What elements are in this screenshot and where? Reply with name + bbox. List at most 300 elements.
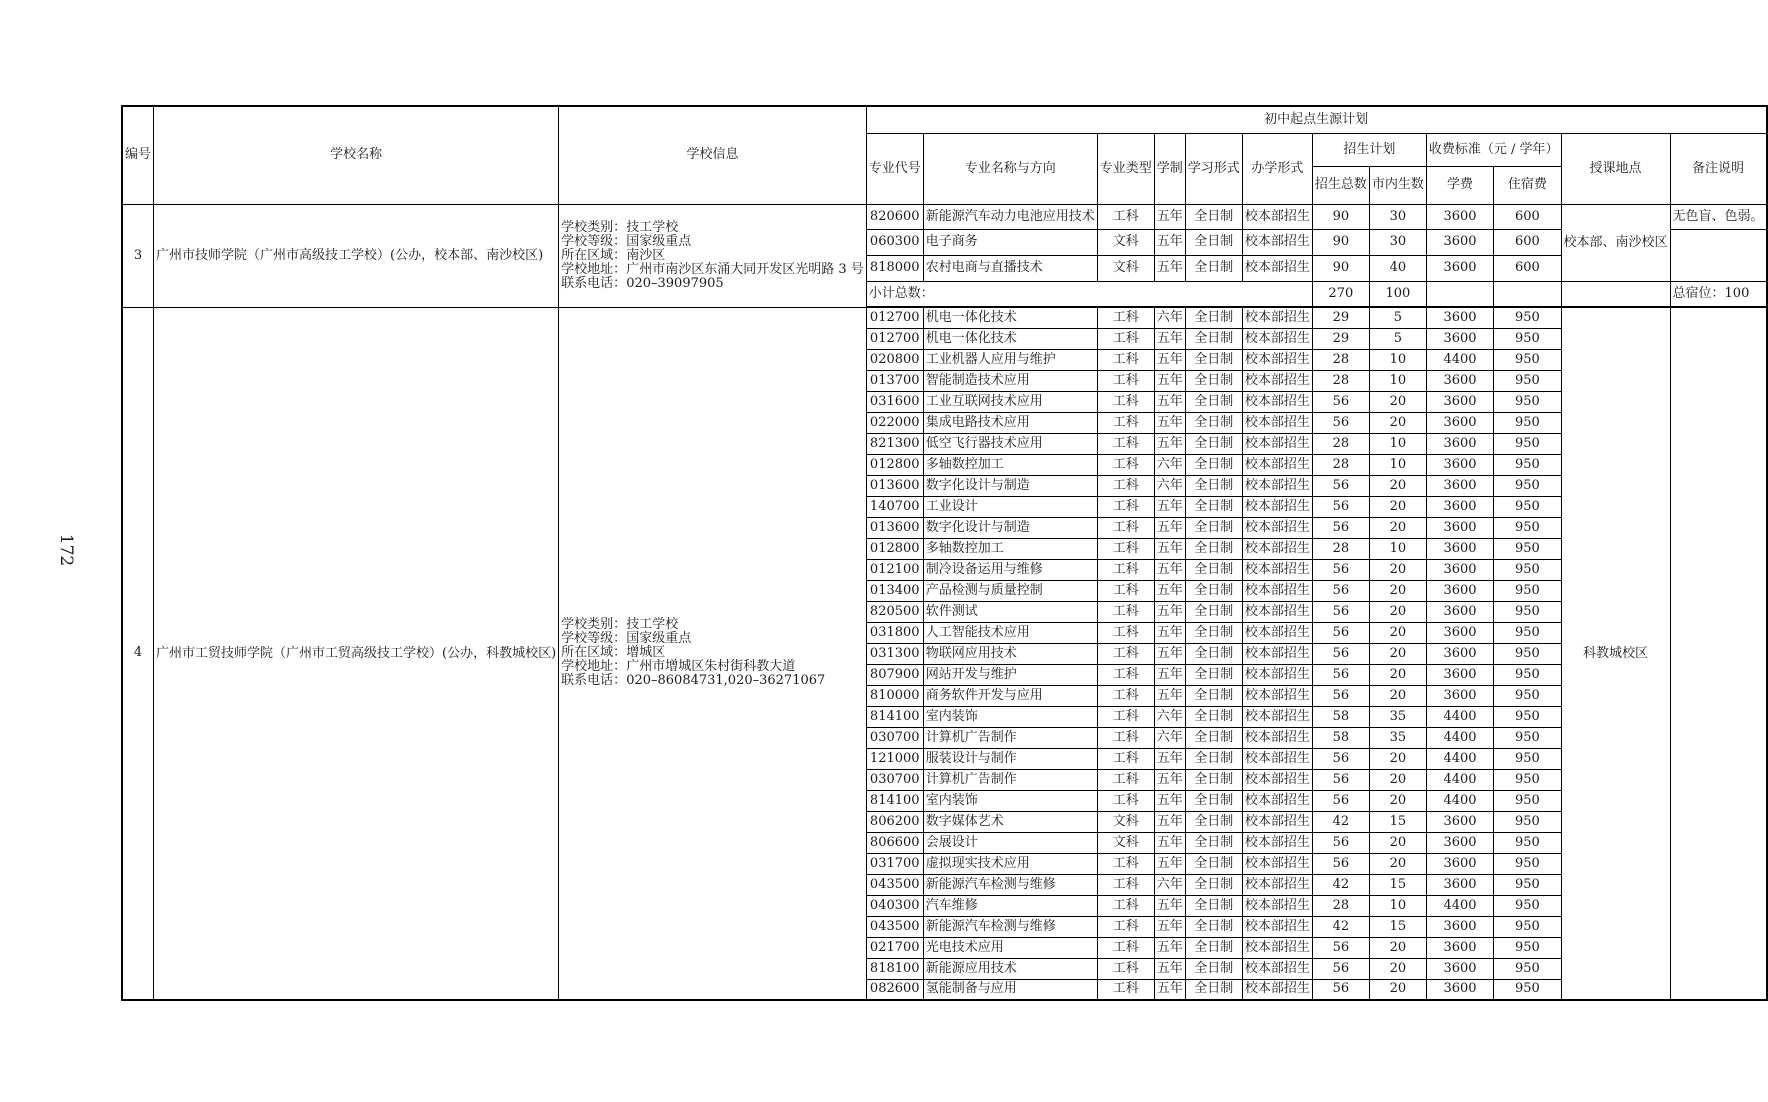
dorm-fee: 950 <box>1494 517 1561 538</box>
study-form: 全日制 <box>1185 412 1242 433</box>
enroll-total: 56 <box>1312 643 1369 664</box>
dorm-fee: 950 <box>1494 580 1561 601</box>
duration: 五年 <box>1154 496 1185 517</box>
dorm-fee: 950 <box>1494 328 1561 349</box>
enroll-total: 90 <box>1312 255 1369 281</box>
duration: 六年 <box>1154 454 1185 475</box>
header-run-form: 办学形式 <box>1242 133 1312 204</box>
enroll-city: 35 <box>1369 727 1426 748</box>
study-form: 全日制 <box>1185 229 1242 255</box>
major-name: 汽车维修 <box>923 895 1097 916</box>
study-form: 全日制 <box>1185 255 1242 281</box>
major-code: 012700 <box>866 328 923 349</box>
major-code: 021700 <box>866 937 923 958</box>
info-key: 学校地址： <box>561 261 627 277</box>
run-form: 校本部招生 <box>1242 979 1312 1000</box>
major-code: 012700 <box>866 307 923 328</box>
major-name: 工业机器人应用与维护 <box>923 349 1097 370</box>
run-form: 校本部招生 <box>1242 229 1312 255</box>
tuition: 3600 <box>1426 874 1493 895</box>
major-code: 031800 <box>866 622 923 643</box>
enroll-city: 10 <box>1369 538 1426 559</box>
enroll-total: 56 <box>1312 685 1369 706</box>
duration: 五年 <box>1154 622 1185 643</box>
school-4-info <box>559 307 867 1000</box>
tuition: 3600 <box>1426 454 1493 475</box>
dorm-fee: 950 <box>1494 370 1561 391</box>
duration: 五年 <box>1154 811 1185 832</box>
enroll-city: 15 <box>1369 811 1426 832</box>
major-type: 工科 <box>1097 979 1154 1000</box>
enroll-total: 42 <box>1312 874 1369 895</box>
enroll-city: 20 <box>1369 412 1426 433</box>
study-form: 全日制 <box>1185 580 1242 601</box>
major-type: 工科 <box>1097 307 1154 328</box>
major-name: 会展设计 <box>923 832 1097 853</box>
major-name: 新能源汽车动力电池应用技术 <box>923 204 1097 229</box>
header-fee-standard: 收费标准（元 / 学年） <box>1426 133 1561 166</box>
info-key: 联系电话： <box>561 275 627 291</box>
enroll-city: 30 <box>1369 229 1426 255</box>
school-info-line <box>561 674 864 688</box>
enroll-city: 20 <box>1369 748 1426 769</box>
enroll-total: 56 <box>1312 517 1369 538</box>
tuition: 3600 <box>1426 643 1493 664</box>
study-form: 全日制 <box>1185 874 1242 895</box>
major-code: 012800 <box>866 454 923 475</box>
major-code: 821300 <box>866 433 923 454</box>
major-code: 060300 <box>866 229 923 255</box>
study-form: 全日制 <box>1185 349 1242 370</box>
major-name: 新能源汽车检测与维修 <box>923 874 1097 895</box>
study-form: 全日制 <box>1185 517 1242 538</box>
tuition: 4400 <box>1426 769 1493 790</box>
tuition: 3600 <box>1426 559 1493 580</box>
subtotal-dorm-empty <box>1494 281 1561 307</box>
major-name: 机电一体化技术 <box>923 307 1097 328</box>
duration: 五年 <box>1154 748 1185 769</box>
study-form: 全日制 <box>1185 328 1242 349</box>
duration: 五年 <box>1154 937 1185 958</box>
info-key: 所在区域： <box>561 645 627 661</box>
info-key: 学校地址： <box>561 659 627 675</box>
enroll-total: 56 <box>1312 937 1369 958</box>
major-type: 工科 <box>1097 664 1154 685</box>
major-name: 数字媒体艺术 <box>923 811 1097 832</box>
study-form: 全日制 <box>1185 727 1242 748</box>
run-form: 校本部招生 <box>1242 874 1312 895</box>
info-key: 联系电话： <box>561 673 627 689</box>
run-form: 校本部招生 <box>1242 496 1312 517</box>
enroll-city: 5 <box>1369 307 1426 328</box>
enroll-total: 28 <box>1312 349 1369 370</box>
major-type: 工科 <box>1097 391 1154 412</box>
tuition: 3600 <box>1426 664 1493 685</box>
major-type: 工科 <box>1097 559 1154 580</box>
major-name: 产品检测与质量控制 <box>923 580 1097 601</box>
run-form: 校本部招生 <box>1242 832 1312 853</box>
tuition: 4400 <box>1426 748 1493 769</box>
subtotal-total: 270 <box>1312 281 1369 307</box>
major-code: 140700 <box>866 496 923 517</box>
info-value: 国家级重点 <box>626 233 692 249</box>
run-form: 校本部招生 <box>1242 412 1312 433</box>
duration: 五年 <box>1154 412 1185 433</box>
school-3-no: 3 <box>122 204 154 307</box>
enroll-city: 20 <box>1369 580 1426 601</box>
major-name: 多轴数控加工 <box>923 454 1097 475</box>
subtotal-city: 100 <box>1369 281 1426 307</box>
dorm-fee: 950 <box>1494 685 1561 706</box>
duration: 五年 <box>1154 391 1185 412</box>
major-code: 121000 <box>866 748 923 769</box>
run-form: 校本部招生 <box>1242 204 1312 229</box>
major-name: 虚拟现实技术应用 <box>923 853 1097 874</box>
enroll-city: 10 <box>1369 349 1426 370</box>
major-type: 工科 <box>1097 874 1154 895</box>
study-form: 全日制 <box>1185 643 1242 664</box>
header-school-name: 学校名称 <box>154 106 559 204</box>
enroll-total: 56 <box>1312 622 1369 643</box>
enroll-city: 35 <box>1369 706 1426 727</box>
dorm-fee: 950 <box>1494 454 1561 475</box>
study-form: 全日制 <box>1185 979 1242 1000</box>
enroll-total: 28 <box>1312 454 1369 475</box>
enroll-total: 56 <box>1312 580 1369 601</box>
study-form: 全日制 <box>1185 538 1242 559</box>
major-type: 工科 <box>1097 433 1154 454</box>
major-name: 数字化设计与制造 <box>923 517 1097 538</box>
run-form: 校本部招生 <box>1242 255 1312 281</box>
info-value: 技工学校 <box>626 219 679 235</box>
duration: 五年 <box>1154 958 1185 979</box>
dorm-fee: 950 <box>1494 496 1561 517</box>
dorm-fee: 950 <box>1494 538 1561 559</box>
major-type: 文科 <box>1097 811 1154 832</box>
enroll-total: 42 <box>1312 811 1369 832</box>
subtotal-location-empty <box>1561 281 1670 307</box>
major-name: 多轴数控加工 <box>923 538 1097 559</box>
duration: 五年 <box>1154 255 1185 281</box>
major-type: 工科 <box>1097 412 1154 433</box>
tuition: 3600 <box>1426 307 1493 328</box>
run-form: 校本部招生 <box>1242 706 1312 727</box>
major-code: 806600 <box>866 832 923 853</box>
major-type: 工科 <box>1097 748 1154 769</box>
tuition: 3600 <box>1426 255 1493 281</box>
run-form: 校本部招生 <box>1242 643 1312 664</box>
dorm-fee: 600 <box>1494 255 1561 281</box>
enroll-city: 40 <box>1369 255 1426 281</box>
major-name: 低空飞行器技术应用 <box>923 433 1097 454</box>
major-type: 工科 <box>1097 496 1154 517</box>
study-form: 全日制 <box>1185 685 1242 706</box>
info-key: 学校等级： <box>561 631 627 647</box>
major-type: 工科 <box>1097 454 1154 475</box>
enroll-total: 56 <box>1312 769 1369 790</box>
study-form: 全日制 <box>1185 204 1242 229</box>
duration: 六年 <box>1154 475 1185 496</box>
info-key: 学校类别： <box>561 219 627 235</box>
duration: 五年 <box>1154 664 1185 685</box>
header-major-type: 专业类型 <box>1097 133 1154 204</box>
duration: 六年 <box>1154 727 1185 748</box>
major-type: 工科 <box>1097 853 1154 874</box>
tuition: 3600 <box>1426 538 1493 559</box>
major-code: 820500 <box>866 601 923 622</box>
major-code: 043500 <box>866 874 923 895</box>
enroll-city: 20 <box>1369 391 1426 412</box>
dorm-fee: 950 <box>1494 475 1561 496</box>
dorm-fee: 950 <box>1494 622 1561 643</box>
enroll-total: 56 <box>1312 412 1369 433</box>
major-type: 工科 <box>1097 916 1154 937</box>
dorm-fee: 950 <box>1494 811 1561 832</box>
major-name: 机电一体化技术 <box>923 328 1097 349</box>
enroll-city: 20 <box>1369 769 1426 790</box>
major-type: 工科 <box>1097 622 1154 643</box>
enroll-total: 56 <box>1312 475 1369 496</box>
school-info-line <box>561 277 864 291</box>
enroll-city: 5 <box>1369 328 1426 349</box>
study-form: 全日制 <box>1185 454 1242 475</box>
enroll-city: 20 <box>1369 622 1426 643</box>
study-form: 全日制 <box>1185 790 1242 811</box>
school-3-info <box>559 204 867 307</box>
enroll-total: 29 <box>1312 307 1369 328</box>
table-row <box>122 307 1767 328</box>
duration: 五年 <box>1154 517 1185 538</box>
dorm-fee: 950 <box>1494 307 1561 328</box>
study-form: 全日制 <box>1185 769 1242 790</box>
major-type: 工科 <box>1097 937 1154 958</box>
dorm-fee: 950 <box>1494 349 1561 370</box>
major-name: 人工智能技术应用 <box>923 622 1097 643</box>
enroll-total: 56 <box>1312 979 1369 1000</box>
dorm-fee: 950 <box>1494 853 1561 874</box>
header-enroll-city: 市内生数 <box>1369 166 1426 204</box>
major-type: 工科 <box>1097 328 1154 349</box>
enroll-total: 56 <box>1312 748 1369 769</box>
enroll-total: 56 <box>1312 958 1369 979</box>
run-form: 校本部招生 <box>1242 349 1312 370</box>
study-form: 全日制 <box>1185 601 1242 622</box>
info-value: 广州市南沙区东涌大同开发区光明路 3 号 <box>626 261 864 277</box>
dorm-fee: 950 <box>1494 601 1561 622</box>
school-4-location: 科教城校区 <box>1561 307 1670 1000</box>
duration: 五年 <box>1154 685 1185 706</box>
run-form: 校本部招生 <box>1242 391 1312 412</box>
enroll-city: 20 <box>1369 517 1426 538</box>
major-code: 814100 <box>866 790 923 811</box>
major-type: 工科 <box>1097 895 1154 916</box>
study-form: 全日制 <box>1185 622 1242 643</box>
school-3-location: 校本部、南沙校区 <box>1561 204 1670 281</box>
major-name: 氢能制备与应用 <box>923 979 1097 1000</box>
major-name: 商务软件开发与应用 <box>923 685 1097 706</box>
school-4-name: 广州市工贸技师学院（广州市工贸高级技工学校）(公办，科教城校区) <box>154 307 559 1000</box>
major-code: 043500 <box>866 916 923 937</box>
duration: 五年 <box>1154 328 1185 349</box>
tuition: 3600 <box>1426 685 1493 706</box>
run-form: 校本部招生 <box>1242 916 1312 937</box>
major-name: 服装设计与制作 <box>923 748 1097 769</box>
major-code: 820600 <box>866 204 923 229</box>
tuition: 3600 <box>1426 370 1493 391</box>
dorm-fee: 950 <box>1494 706 1561 727</box>
major-code: 020800 <box>866 349 923 370</box>
study-form: 全日制 <box>1185 559 1242 580</box>
enroll-total: 29 <box>1312 328 1369 349</box>
info-value: 南沙区 <box>626 247 666 263</box>
info-key: 学校等级： <box>561 233 627 249</box>
run-form: 校本部招生 <box>1242 811 1312 832</box>
dorm-fee: 950 <box>1494 916 1561 937</box>
major-type: 工科 <box>1097 517 1154 538</box>
run-form: 校本部招生 <box>1242 748 1312 769</box>
major-type: 工科 <box>1097 685 1154 706</box>
major-code: 022000 <box>866 412 923 433</box>
run-form: 校本部招生 <box>1242 580 1312 601</box>
header-location: 授课地点 <box>1561 133 1670 204</box>
major-type: 文科 <box>1097 229 1154 255</box>
enroll-city: 20 <box>1369 958 1426 979</box>
enroll-total: 56 <box>1312 832 1369 853</box>
run-form: 校本部招生 <box>1242 433 1312 454</box>
study-form: 全日制 <box>1185 811 1242 832</box>
tuition: 4400 <box>1426 895 1493 916</box>
school-info-line <box>561 249 864 263</box>
major-type: 文科 <box>1097 832 1154 853</box>
school-4-remark <box>1670 307 1767 1000</box>
dorm-fee: 950 <box>1494 727 1561 748</box>
study-form: 全日制 <box>1185 391 1242 412</box>
duration: 五年 <box>1154 229 1185 255</box>
info-value: 技工学校 <box>626 617 679 633</box>
run-form: 校本部招生 <box>1242 685 1312 706</box>
info-value: 020–39097905 <box>626 275 724 291</box>
duration: 五年 <box>1154 769 1185 790</box>
enroll-total: 56 <box>1312 790 1369 811</box>
info-key: 学校类别： <box>561 617 627 633</box>
study-form: 全日制 <box>1185 433 1242 454</box>
enroll-total: 56 <box>1312 853 1369 874</box>
header-tuition: 学费 <box>1426 166 1493 204</box>
enrollment-table <box>121 105 1768 1001</box>
run-form: 校本部招生 <box>1242 328 1312 349</box>
tuition: 3600 <box>1426 475 1493 496</box>
tuition: 3600 <box>1426 204 1493 229</box>
major-name: 制冷设备运用与维修 <box>923 559 1097 580</box>
major-name: 光电技术应用 <box>923 937 1097 958</box>
enroll-city: 15 <box>1369 916 1426 937</box>
major-code: 818100 <box>866 958 923 979</box>
enroll-city: 20 <box>1369 853 1426 874</box>
major-name: 室内装饰 <box>923 790 1097 811</box>
major-code: 013600 <box>866 475 923 496</box>
dorm-fee: 950 <box>1494 748 1561 769</box>
enroll-total: 28 <box>1312 433 1369 454</box>
enroll-city: 20 <box>1369 685 1426 706</box>
dorm-fee: 950 <box>1494 832 1561 853</box>
run-form: 校本部招生 <box>1242 622 1312 643</box>
major-name: 农村电商与直播技术 <box>923 255 1097 281</box>
study-form: 全日制 <box>1185 748 1242 769</box>
run-form: 校本部招生 <box>1242 559 1312 580</box>
tuition: 3600 <box>1426 853 1493 874</box>
major-type: 工科 <box>1097 349 1154 370</box>
enroll-city: 20 <box>1369 643 1426 664</box>
duration: 五年 <box>1154 790 1185 811</box>
dorm-fee: 950 <box>1494 958 1561 979</box>
major-code: 013700 <box>866 370 923 391</box>
subtotal-remark: 总宿位：100 <box>1670 281 1767 307</box>
enroll-city: 10 <box>1369 370 1426 391</box>
run-form: 校本部招生 <box>1242 790 1312 811</box>
study-form: 全日制 <box>1185 664 1242 685</box>
enroll-city: 20 <box>1369 601 1426 622</box>
tuition: 3600 <box>1426 811 1493 832</box>
enroll-city: 10 <box>1369 433 1426 454</box>
major-code: 810000 <box>866 685 923 706</box>
enroll-total: 56 <box>1312 559 1369 580</box>
major-code: 031300 <box>866 643 923 664</box>
duration: 五年 <box>1154 349 1185 370</box>
tuition: 3600 <box>1426 391 1493 412</box>
run-form: 校本部招生 <box>1242 370 1312 391</box>
duration: 五年 <box>1154 979 1185 1000</box>
run-form: 校本部招生 <box>1242 769 1312 790</box>
enroll-city: 10 <box>1369 454 1426 475</box>
major-type: 工科 <box>1097 706 1154 727</box>
duration: 五年 <box>1154 538 1185 559</box>
duration: 五年 <box>1154 832 1185 853</box>
school-info-line <box>561 235 864 249</box>
duration: 六年 <box>1154 874 1185 895</box>
dorm-fee: 950 <box>1494 874 1561 895</box>
school-info-line <box>561 263 864 277</box>
duration: 六年 <box>1154 706 1185 727</box>
header-remarks: 备注说明 <box>1670 133 1767 204</box>
enroll-total: 42 <box>1312 916 1369 937</box>
major-type: 工科 <box>1097 370 1154 391</box>
enroll-total: 58 <box>1312 727 1369 748</box>
major-type: 工科 <box>1097 580 1154 601</box>
study-form: 全日制 <box>1185 958 1242 979</box>
info-key: 所在区域： <box>561 247 627 263</box>
dorm-fee: 600 <box>1494 204 1561 229</box>
major-type: 工科 <box>1097 769 1154 790</box>
major-type: 工科 <box>1097 790 1154 811</box>
tuition: 4400 <box>1426 349 1493 370</box>
header-duration: 学制 <box>1154 133 1185 204</box>
major-code: 012800 <box>866 538 923 559</box>
tuition: 4400 <box>1426 727 1493 748</box>
major-code: 806200 <box>866 811 923 832</box>
dorm-fee: 950 <box>1494 559 1561 580</box>
dorm-fee: 950 <box>1494 895 1561 916</box>
study-form: 全日制 <box>1185 832 1242 853</box>
enroll-city: 20 <box>1369 937 1426 958</box>
remark-empty <box>1670 229 1767 281</box>
header-dorm-fee: 住宿费 <box>1494 166 1561 204</box>
header-no: 编号 <box>122 106 154 204</box>
run-form: 校本部招生 <box>1242 517 1312 538</box>
header-major-code: 专业代号 <box>866 133 923 204</box>
study-form: 全日制 <box>1185 475 1242 496</box>
major-type: 工科 <box>1097 601 1154 622</box>
tuition: 3600 <box>1426 580 1493 601</box>
